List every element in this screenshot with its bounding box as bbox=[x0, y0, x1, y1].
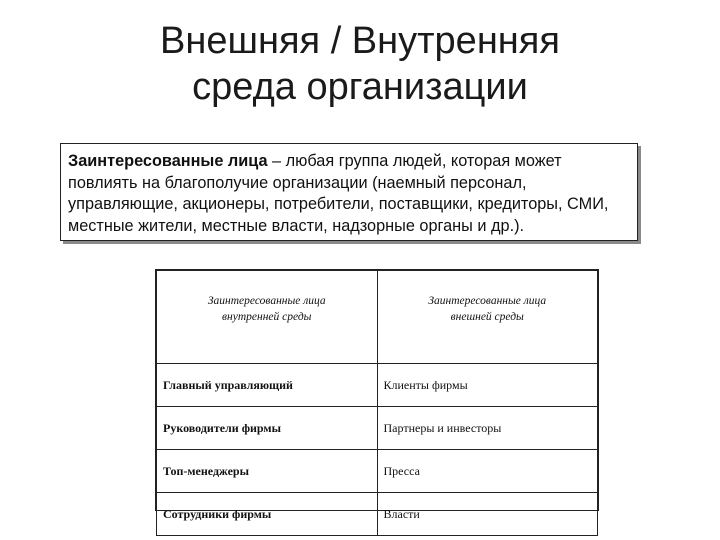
slide-title bbox=[0, 18, 720, 110]
header-internal bbox=[157, 271, 378, 364]
definition-box bbox=[60, 143, 638, 241]
external-cell: Клиенты фирмы bbox=[377, 364, 598, 407]
slide-title-line-2: среда организации bbox=[192, 66, 528, 108]
table-row bbox=[157, 364, 598, 407]
internal-cell: Сотрудники фирмы bbox=[157, 493, 378, 536]
table-header-row bbox=[157, 271, 598, 364]
slide-title-line-1: Внешняя / Внутренняя bbox=[160, 20, 560, 62]
external-cell: Пресса bbox=[377, 450, 598, 493]
internal-cell: Главный управляющий bbox=[157, 364, 378, 407]
header-external bbox=[377, 271, 598, 364]
definition-text: – любая группа людей, которая может повлиять на благополучие организации (наемный персонал, управляющие, акционеры, потребители, поставщики, кредиторы, СМИ, местные жители, местные власти, надзорные органы и др.). bbox=[68, 152, 609, 235]
table-row bbox=[157, 407, 598, 450]
header-external-line-2: внешней среды bbox=[450, 311, 524, 323]
external-cell: Власти bbox=[377, 493, 598, 536]
table-row bbox=[157, 493, 598, 536]
header-external-line-1: Заинтересованные лица bbox=[428, 295, 547, 307]
stakeholders-table-grid bbox=[156, 270, 598, 536]
stakeholders-table bbox=[155, 269, 599, 521]
external-cell: Партнеры и инвесторы bbox=[377, 407, 598, 450]
internal-cell: Руководители фирмы bbox=[157, 407, 378, 450]
header-internal-line-2: внутренней среды bbox=[222, 311, 312, 323]
definition-term: Заинтересованные лица bbox=[68, 152, 268, 170]
header-internal-line-1: Заинтересованные лица bbox=[207, 295, 326, 307]
table-row bbox=[157, 450, 598, 493]
internal-cell: Топ-менеджеры bbox=[157, 450, 378, 493]
